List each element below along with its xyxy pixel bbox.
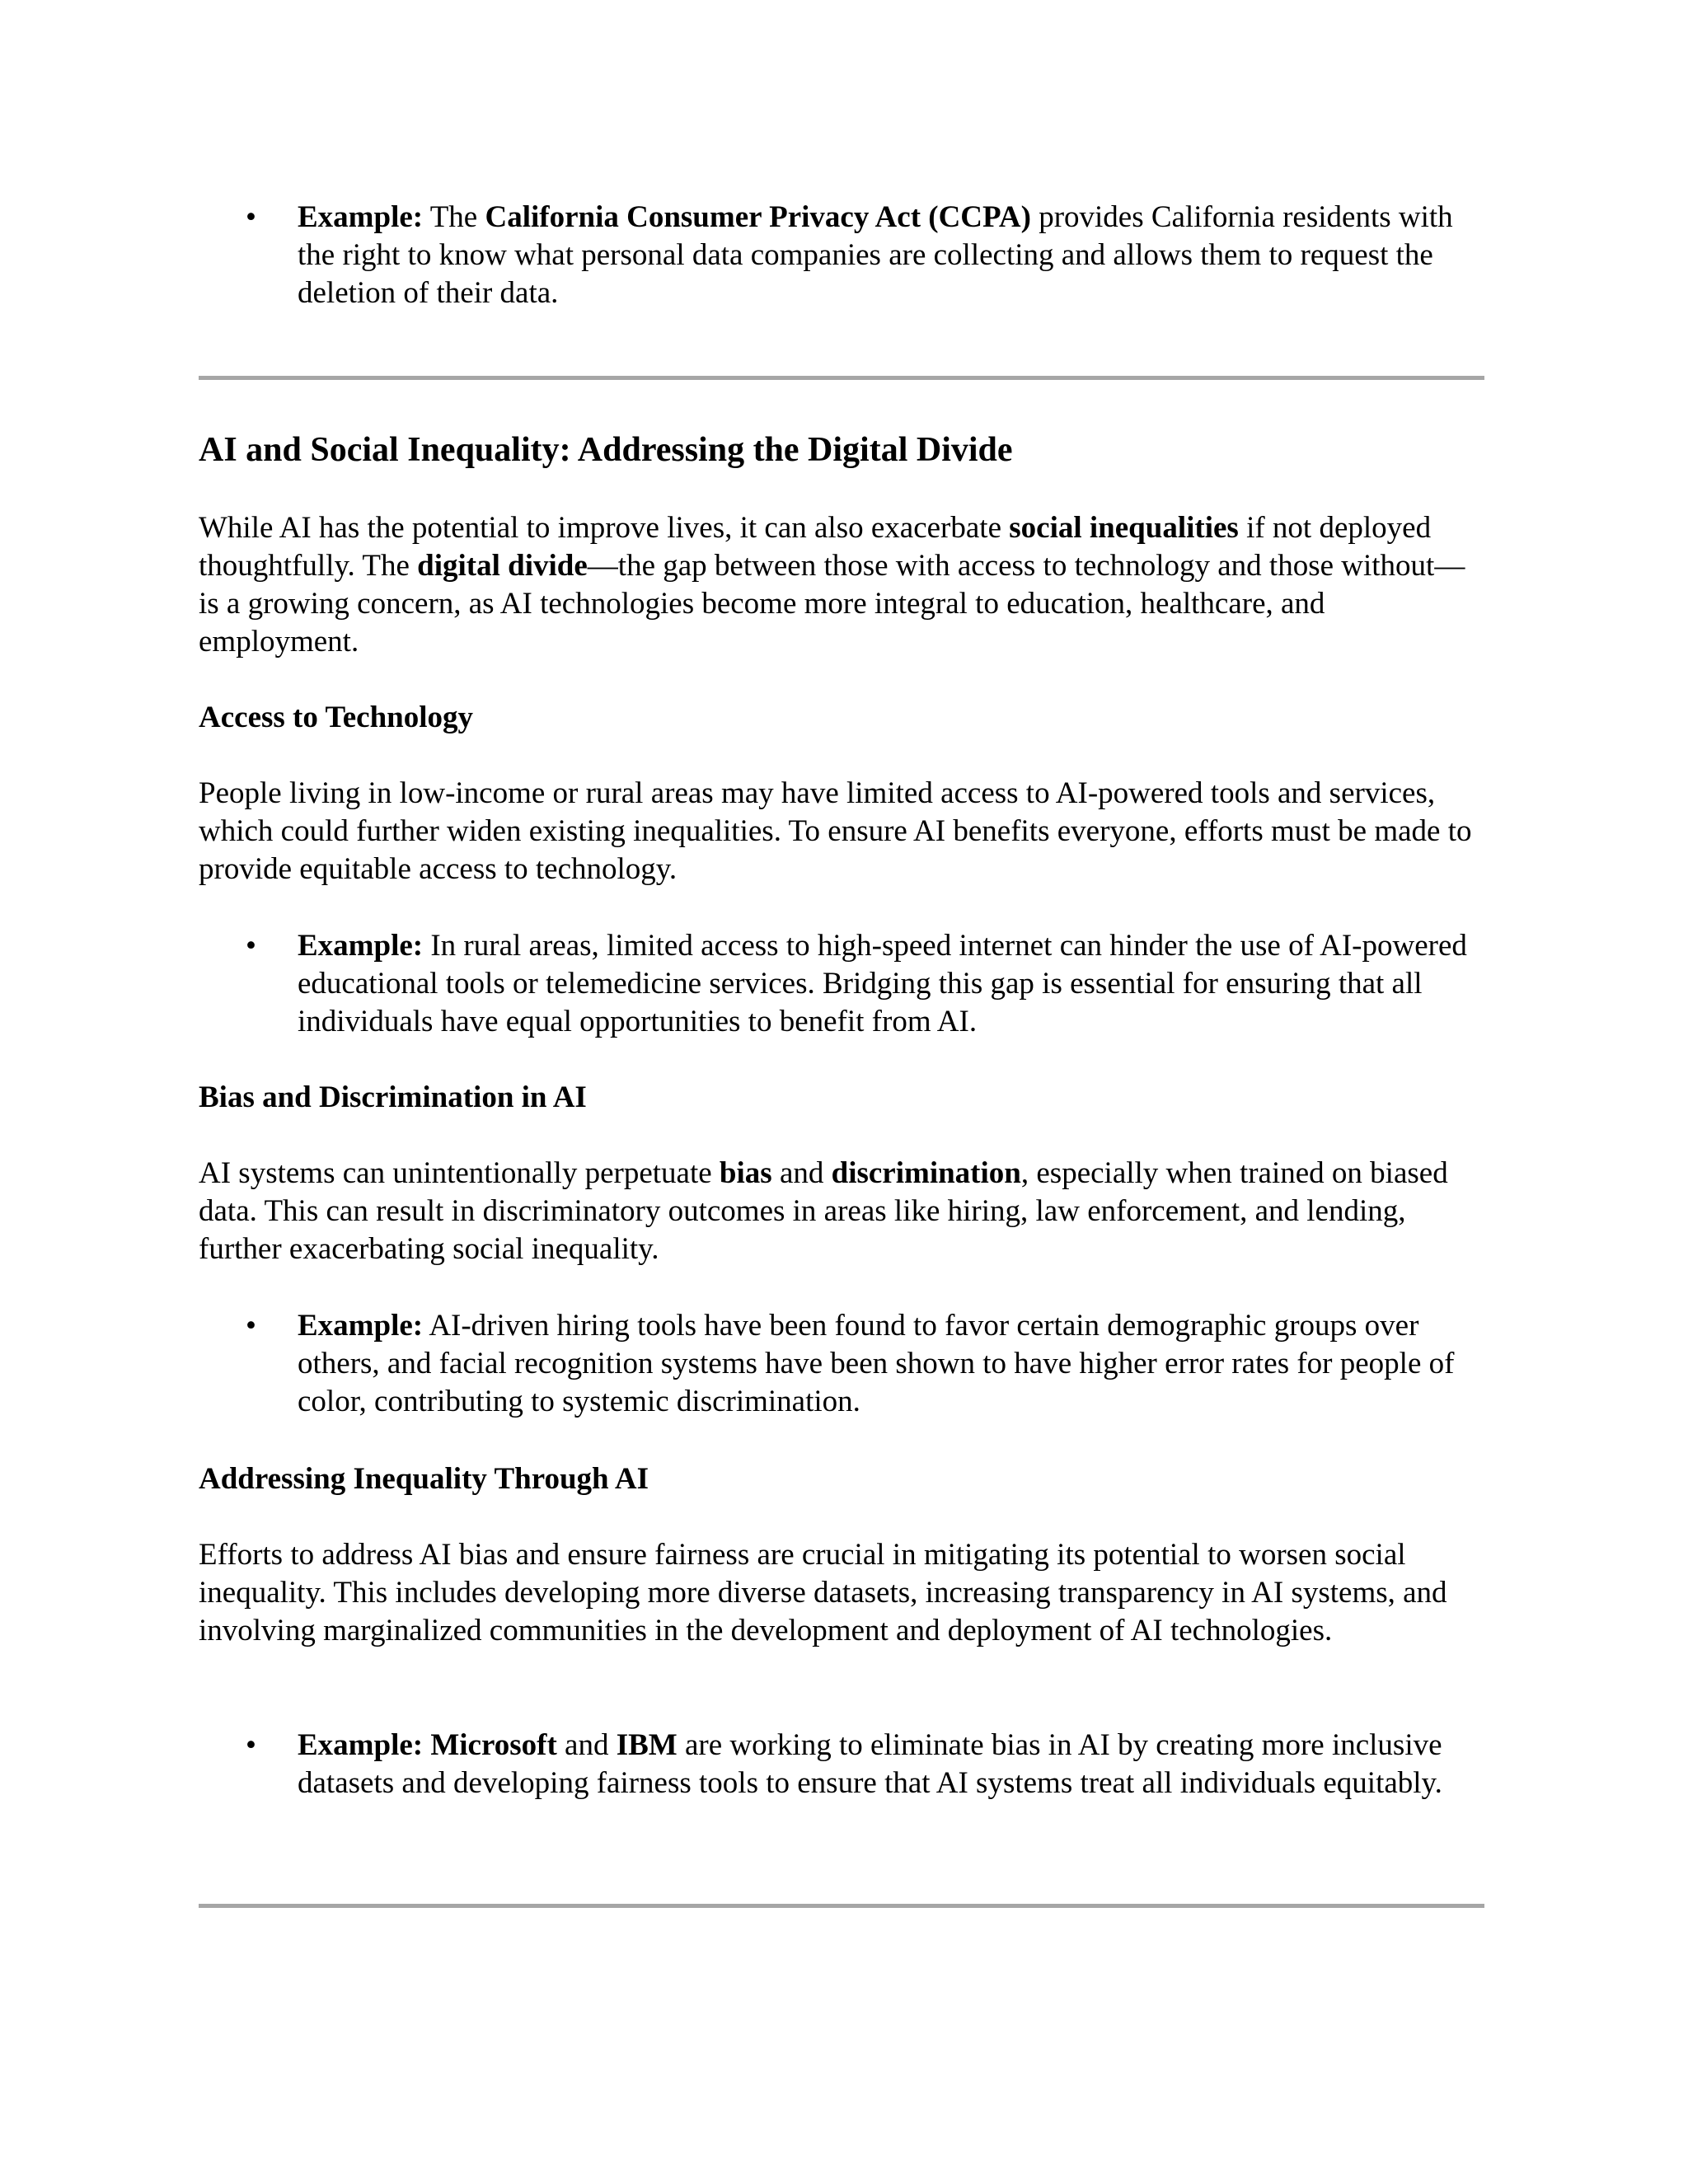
microsoft-name: Microsoft [423,1728,557,1762]
section-title: AI and Social Inequality: Addressing the Digital Divide [199,431,1013,469]
access-example-text: Example: In rural areas, limited access to high-speed internet can hinder the use of AI-powered educational tools or telemedicine services. Bridging this gap is essential for ensuring that all individuals have equal opportunities to benefit from AI. [298,929,1467,1038]
addressing-heading-block [199,1460,1484,1498]
access-paragraph-block [199,775,1484,888]
intro-paragraph: While AI has the potential to improve lives, it can also exacerbate social inequalities if not deployed thoughtfully. The digital divide—the gap between those with access to technology and those without—is a growing concern, as AI technologies become more integral to education, healthcare, and employment. [199,511,1465,658]
bias-paragraph-block [199,1155,1484,1268]
addressing-heading: Addressing Inequality Through AI [199,1462,649,1496]
ibm-name: IBM [616,1728,678,1762]
example-label: Example: [298,1309,424,1343]
horizontal-divider [199,376,1484,380]
bullet-icon: • [246,929,256,963]
bias-paragraph: AI systems can unintentionally perpetuate bias and discrimination, especially when trained on biased data. This can result in discriminatory outcomes in areas like hiring, law enforcement, and lending, further exacerbating social inequality. [199,1156,1448,1266]
ccpa-name: California Consumer Privacy Act (CCPA) [485,200,1031,234]
ccpa-example-text: Example: The California Consumer Privacy Act (CCPA) provides California residents with the right to know what personal data companies are collecting and allows them to request the deletion of their data. [298,200,1453,310]
section-heading-block [199,429,1484,471]
bias-heading: Bias and Discrimination in AI [199,1080,587,1114]
example-label: Example: [298,1728,424,1762]
example-label: Example: [298,200,424,234]
addressing-paragraph: Efforts to address AI bias and ensure fairness are crucial in mitigating its potential to worsen social inequality. This includes developing more diverse datasets, increasing transparency in AI systems, and involving marginalized communities in the development and deployment of AI technologies. [199,1538,1447,1647]
access-heading: Access to Technology [199,701,473,734]
bias-example-text: Example: AI-driven hiring tools have been found to favor certain demographic groups over others, and facial recognition systems have been shown to have higher error rates for people of color, contributing to systemic discrimination. [298,1309,1455,1418]
bias-heading-block [199,1079,1484,1117]
access-heading-block [199,699,1484,737]
addressing-example-text: Example: Microsoft and IBM are working to eliminate bias in AI by creating more inclusive datasets and developing fairness tools to ensure that AI systems treat all individuals equitably. [298,1728,1442,1800]
bullet-icon: • [246,1728,256,1762]
access-paragraph: People living in low-income or rural areas may have limited access to AI-powered tools and services, which could further widen existing inequalities. To ensure AI benefits everyone, efforts must be made to provide equitable access to technology. [199,776,1472,886]
bullet-icon: • [246,1309,256,1343]
addressing-paragraph-block [199,1536,1484,1650]
example-label: Example: [298,929,424,963]
intro-paragraph-block [199,509,1484,661]
bullet-icon: • [246,200,256,234]
horizontal-divider [199,1904,1484,1908]
